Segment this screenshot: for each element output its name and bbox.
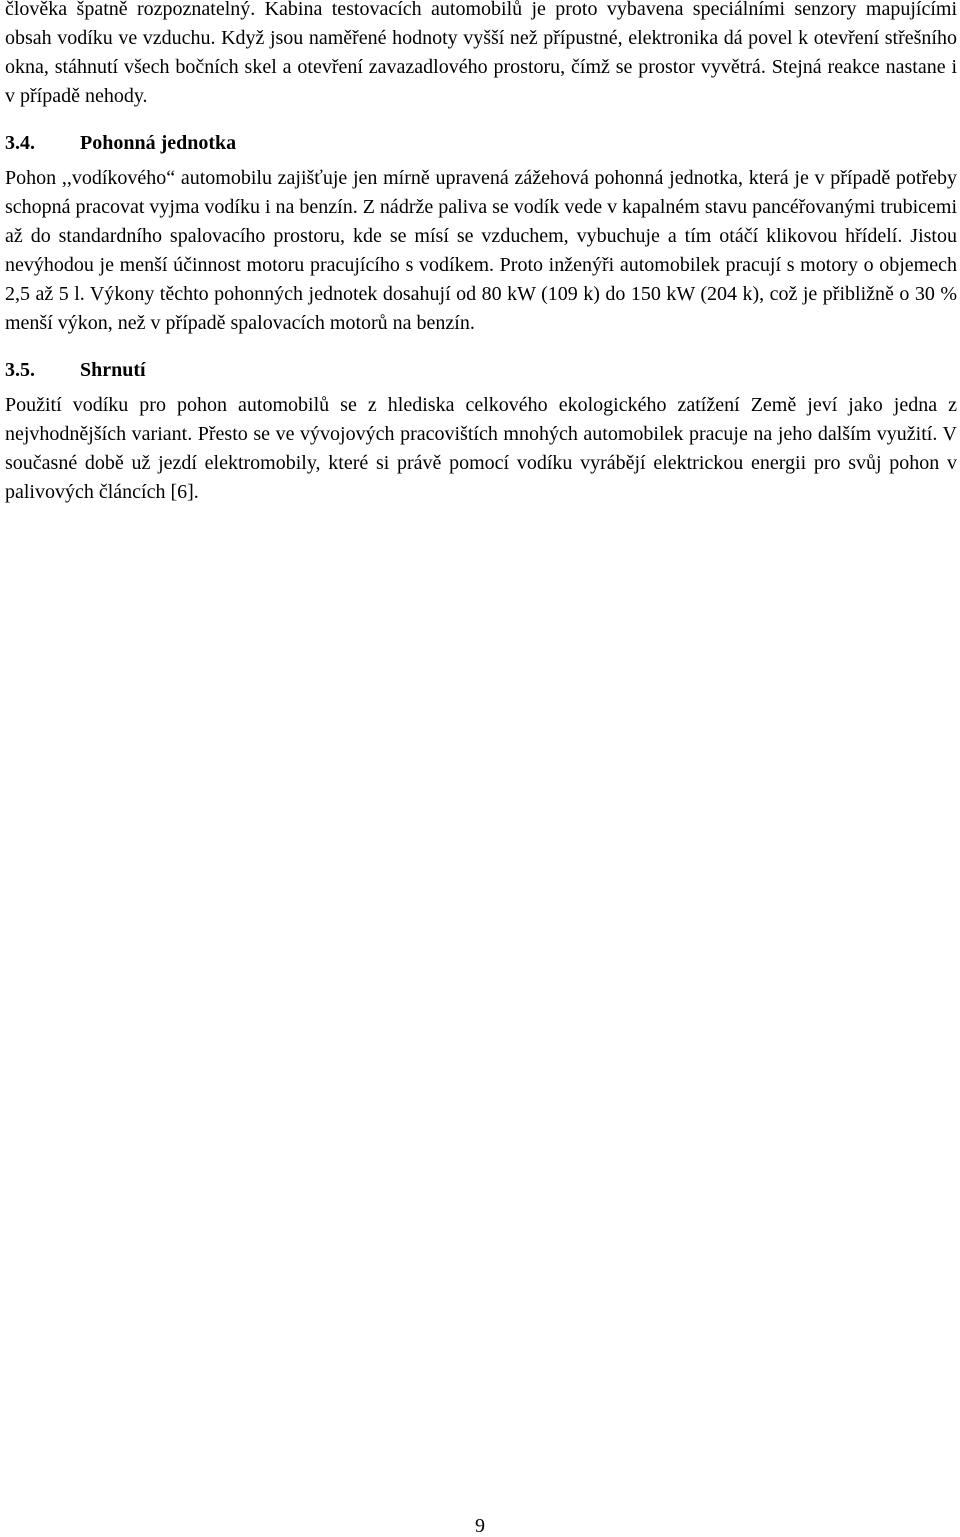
section-heading-3-5: [5, 356, 957, 385]
section-heading-3-4: [5, 129, 957, 158]
section-number: 3.4.: [5, 132, 35, 154]
section-3-4-paragraph: Pohon ,,vodíkového“ automobilu zajišťuje jen mírně upravená zážehová pohonná jednotka, která je v případě potřeby schopná pracovat vyjma vodíku i na benzín. Z nádrže paliva se vodík vede v kapalném stavu pancéřovanými trubicemi až do standardního spalovacího prostoru, kde se mísí se vzduchem, vybuchuje a tím otáčí klikovou hřídelí. Jistou nevýhodou je menší účinnost motoru pracujícího s vodíkem. Proto inženýři automobilek pracují s motory o objemech 2,5 až 5 l. Výkony těchto pohonných jednotek dosahují od 80 kW (109 k) do 150 kW (204 k), což je přibližně o 30 % menší výkon, než v případě spalovacích motorů na benzín.: [5, 167, 957, 334]
intro-paragraph: člověka špatně rozpoznatelný. Kabina testovacích automobilů je proto vybavena speciálními senzory mapujícími obsah vodíku ve vzduchu. Když jsou naměřené hodnoty vyšší než přípustné, elektronika dá povel k otevření střešního okna, stáhnutí všech bočních skel a otevření zavazadlového prostoru, čímž se prostor vyvětrá. Stejná reakce nastane i v případě nehody.: [5, 0, 957, 107]
section-title: Shrnutí: [80, 359, 146, 381]
section-3-5-paragraph: Použití vodíku pro pohon automobilů se z hlediska celkového ekologického zatížení Země jeví jako jedna z nejvhodnějších variant. Přesto se ve vývojových pracovištích mnohých automobilek pracuje na jeho dalším využití. V současné době už jezdí elektromobily, které si právě pomocí vodíku vyrábějí elektrickou energii pro svůj pohon v palivových článcích [6].: [5, 394, 957, 503]
document-page: [5, 0, 957, 507]
section-title: Pohonná jednotka: [80, 132, 237, 154]
page-number: 9: [475, 1515, 485, 1537]
section-number: 3.5.: [5, 359, 35, 381]
